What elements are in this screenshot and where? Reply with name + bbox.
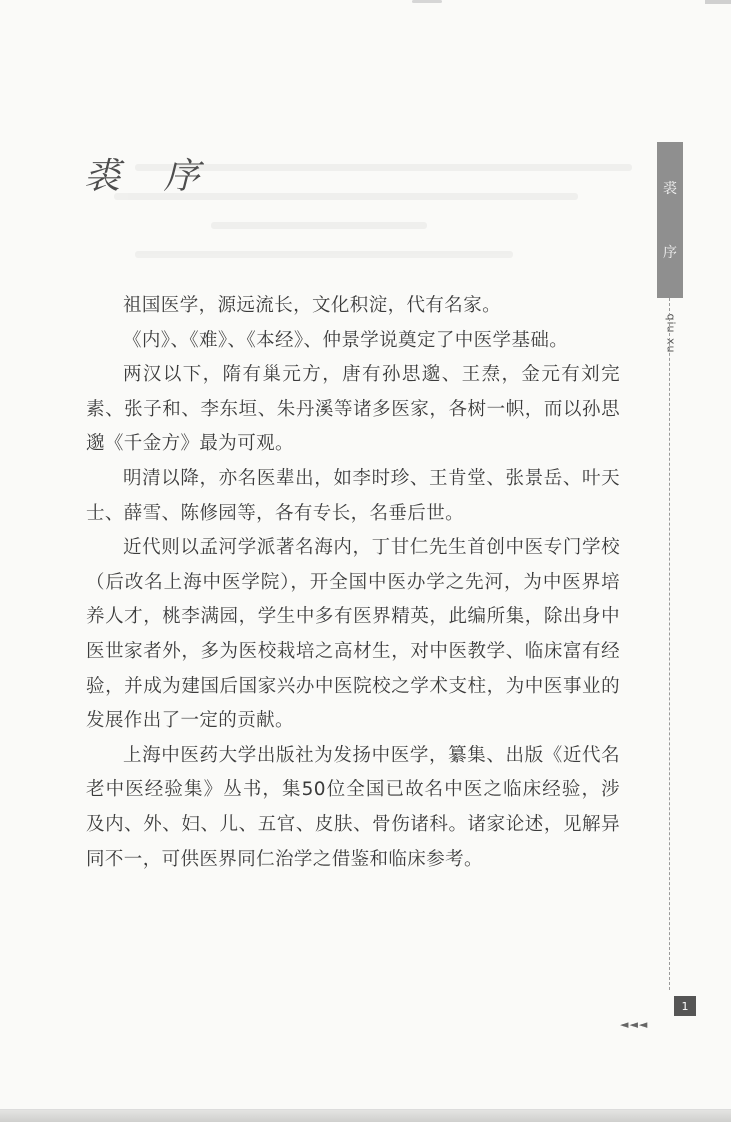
paragraph: 《内》、《难》、《本经》、仲景学说奠定了中医学基础。 [123,329,569,351]
side-tab-pinyin [653,313,689,353]
scan-mark [412,0,442,3]
page-title: 裘 序 [84,156,216,197]
page-number: 1 [674,996,696,1016]
side-tab-char: 序 [663,245,677,261]
page-bottom-shadow [0,1110,731,1122]
preface-body [86,289,620,877]
side-tab-char: 裘 [663,181,677,197]
paragraph: 两汉以下，隋有巢元方，唐有孙思邈、王焘，金元有刘完素、张子和、李东垣、朱丹溪等诸多医家，各树一帜，而以孙思邈《千金方》最为可观。 [86,364,620,455]
nav-arrows-icon: ◄◄◄ [620,1018,649,1031]
chapter-side-tab [657,142,683,298]
paragraph: 上海中医药大学出版社为发扬中医学，纂集、出版《近代名老中医经验集》丛书，集50位全国已故名中医之临床经验，涉及内、外、妇、儿、五官、皮肤、骨伤诸科。诸家论述，见解异同不一，可供医界同仁治学之借鉴和临床参考。 [86,744,620,870]
paragraph: 祖国医学，源远流长，文化积淀，代有名家。 [123,295,502,316]
paragraph: 明清以降，亦名医辈出，如李时珍、王肯堂、张景岳、叶天士、薛雪、陈修园等，各有专长，名垂后世。 [86,467,620,524]
margin-dashed-rule [669,298,670,990]
pinyin-label: qiu xu [664,313,678,353]
scan-mark [705,0,731,4]
paragraph: 近代则以孟河学派著名海内，丁甘仁先生首创中医专门学校（后改名上海中医学院），开全国中医办学之先河，为中医界培养人才，桃李满园，学生中多有医界精英，此编所集，除出身中医世家者外，多为医校栽培之高材生，对中医教学、临床富有经验，并成为建国后国家兴办中医院校之学术支柱，为中医事业的发展作出了一定的贡献。 [86,537,620,732]
